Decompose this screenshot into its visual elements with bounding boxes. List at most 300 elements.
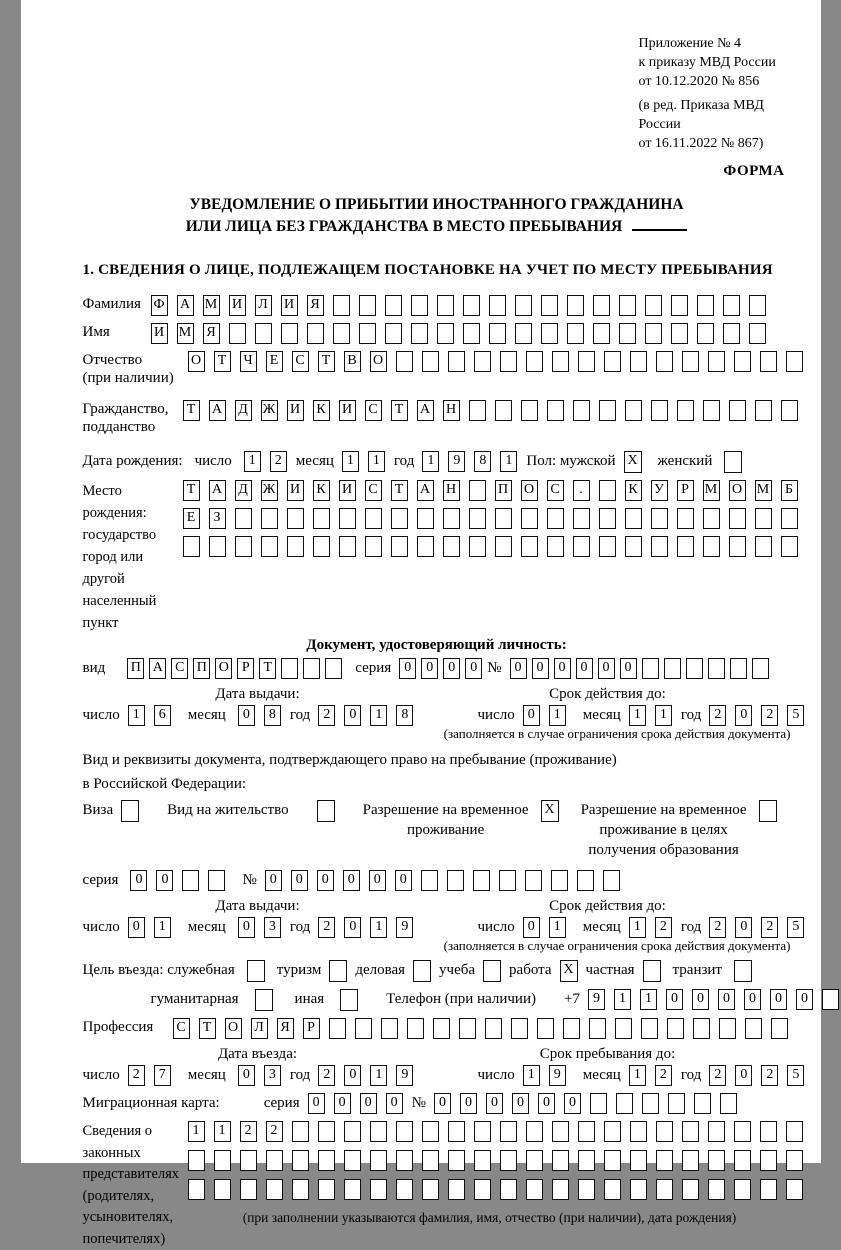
birthplace-row3[interactable] bbox=[183, 536, 807, 557]
form-cell[interactable] bbox=[578, 1121, 595, 1142]
form-cell[interactable] bbox=[563, 1018, 580, 1039]
form-cell[interactable]: 0 bbox=[238, 705, 255, 726]
form-cell[interactable]: Ж bbox=[261, 400, 278, 421]
form-cell[interactable] bbox=[521, 508, 538, 529]
form-cell[interactable] bbox=[281, 323, 298, 344]
form-cell[interactable]: 2 bbox=[240, 1121, 257, 1142]
form-cell[interactable]: 1 bbox=[244, 451, 261, 472]
form-cell[interactable] bbox=[500, 1121, 517, 1142]
form-cell[interactable]: 0 bbox=[344, 705, 361, 726]
form-cell[interactable] bbox=[723, 295, 740, 316]
form-cell[interactable]: Ч bbox=[240, 351, 257, 372]
form-cell[interactable]: 8 bbox=[474, 451, 491, 472]
form-cell[interactable] bbox=[642, 658, 659, 679]
form-cell[interactable] bbox=[677, 400, 694, 421]
form-cell[interactable]: 0 bbox=[523, 705, 540, 726]
form-cell[interactable]: З bbox=[209, 508, 226, 529]
form-cell[interactable] bbox=[474, 351, 491, 372]
form-cell[interactable] bbox=[339, 508, 356, 529]
iddoc-issue-month[interactable] bbox=[238, 705, 290, 726]
form-cell[interactable] bbox=[396, 351, 413, 372]
form-cell[interactable]: М bbox=[755, 480, 772, 501]
form-cell[interactable] bbox=[541, 323, 558, 344]
form-cell[interactable] bbox=[365, 508, 382, 529]
form-cell[interactable] bbox=[344, 1150, 361, 1171]
form-cell[interactable]: 0 bbox=[744, 989, 761, 1010]
representatives-row2[interactable] bbox=[188, 1150, 812, 1171]
form-cell[interactable] bbox=[599, 400, 616, 421]
form-cell[interactable] bbox=[511, 1018, 528, 1039]
form-cell[interactable] bbox=[344, 1179, 361, 1200]
form-cell[interactable]: А bbox=[177, 295, 194, 316]
form-cell[interactable]: М bbox=[177, 323, 194, 344]
form-cell[interactable] bbox=[651, 536, 668, 557]
form-cell[interactable]: 0 bbox=[128, 917, 145, 938]
form-cell[interactable] bbox=[547, 508, 564, 529]
form-cell[interactable] bbox=[671, 323, 688, 344]
form-cell[interactable]: О bbox=[729, 480, 746, 501]
form-cell[interactable]: А bbox=[149, 658, 166, 679]
form-cell[interactable] bbox=[182, 870, 199, 891]
form-cell[interactable] bbox=[381, 1018, 398, 1039]
patronymic-field[interactable] bbox=[188, 351, 812, 372]
temp-residence-checkbox[interactable] bbox=[541, 800, 559, 822]
form-cell[interactable]: Т bbox=[259, 658, 276, 679]
form-cell[interactable] bbox=[604, 1121, 621, 1142]
birthplace-row2[interactable] bbox=[183, 508, 807, 529]
form-cell[interactable]: 7 bbox=[154, 1065, 171, 1086]
form-cell[interactable]: С bbox=[173, 1018, 190, 1039]
form-cell[interactable] bbox=[619, 323, 636, 344]
form-cell[interactable] bbox=[656, 1150, 673, 1171]
form-cell[interactable] bbox=[677, 508, 694, 529]
form-cell[interactable] bbox=[589, 1018, 606, 1039]
form-cell[interactable]: . bbox=[573, 480, 590, 501]
form-cell[interactable]: 1 bbox=[154, 917, 171, 938]
form-cell[interactable] bbox=[599, 480, 616, 501]
form-cell[interactable] bbox=[325, 658, 342, 679]
form-cell[interactable] bbox=[255, 323, 272, 344]
purpose-transit-checkbox[interactable] bbox=[734, 960, 752, 982]
form-cell[interactable] bbox=[437, 323, 454, 344]
form-cell[interactable] bbox=[708, 1179, 725, 1200]
form-cell[interactable] bbox=[303, 658, 320, 679]
form-cell[interactable] bbox=[708, 1150, 725, 1171]
form-cell[interactable]: 0 bbox=[434, 1093, 451, 1114]
form-cell[interactable] bbox=[385, 295, 402, 316]
form-cell[interactable]: 0 bbox=[238, 1065, 255, 1086]
form-cell[interactable] bbox=[734, 351, 751, 372]
form-cell[interactable]: О bbox=[370, 351, 387, 372]
form-cell[interactable] bbox=[307, 323, 324, 344]
migration-card-number-field[interactable] bbox=[434, 1093, 746, 1114]
form-cell[interactable] bbox=[651, 400, 668, 421]
birth-day-field[interactable] bbox=[244, 451, 296, 472]
form-cell[interactable] bbox=[463, 295, 480, 316]
form-cell[interactable]: 0 bbox=[512, 1093, 529, 1114]
form-cell[interactable]: 1 bbox=[368, 451, 385, 472]
form-cell[interactable] bbox=[656, 351, 673, 372]
form-cell[interactable] bbox=[604, 1179, 621, 1200]
form-cell[interactable] bbox=[422, 1179, 439, 1200]
form-cell[interactable] bbox=[121, 800, 139, 822]
purpose-study-checkbox[interactable] bbox=[483, 960, 501, 982]
form-cell[interactable] bbox=[417, 536, 434, 557]
staydoc-series-field[interactable] bbox=[130, 870, 234, 891]
form-cell[interactable] bbox=[355, 1018, 372, 1039]
form-cell[interactable]: Н bbox=[443, 480, 460, 501]
form-cell[interactable]: X bbox=[541, 800, 559, 822]
visa-checkbox[interactable] bbox=[121, 800, 139, 822]
purpose-business-checkbox[interactable] bbox=[413, 960, 431, 982]
form-cell[interactable] bbox=[370, 1121, 387, 1142]
form-cell[interactable]: Ж bbox=[261, 480, 278, 501]
form-cell[interactable]: 1 bbox=[523, 1065, 540, 1086]
form-cell[interactable] bbox=[708, 351, 725, 372]
form-cell[interactable] bbox=[729, 400, 746, 421]
form-cell[interactable]: 6 bbox=[154, 705, 171, 726]
phone-field[interactable] bbox=[588, 989, 841, 1010]
form-cell[interactable] bbox=[786, 1121, 803, 1142]
form-cell[interactable]: Е bbox=[183, 508, 200, 529]
staydoc-valid-day[interactable] bbox=[523, 917, 575, 938]
form-cell[interactable]: 9 bbox=[549, 1065, 566, 1086]
form-cell[interactable]: Т bbox=[199, 1018, 216, 1039]
form-cell[interactable] bbox=[578, 351, 595, 372]
form-cell[interactable] bbox=[255, 989, 273, 1011]
form-cell[interactable] bbox=[708, 1121, 725, 1142]
form-cell[interactable]: Т bbox=[318, 351, 335, 372]
form-cell[interactable] bbox=[214, 1150, 231, 1171]
form-cell[interactable] bbox=[483, 960, 501, 982]
form-cell[interactable] bbox=[786, 351, 803, 372]
form-cell[interactable]: И bbox=[281, 295, 298, 316]
form-cell[interactable]: 0 bbox=[620, 658, 637, 679]
form-cell[interactable]: Л bbox=[251, 1018, 268, 1039]
form-cell[interactable] bbox=[521, 536, 538, 557]
form-cell[interactable] bbox=[760, 1179, 777, 1200]
form-cell[interactable] bbox=[645, 323, 662, 344]
form-cell[interactable]: 0 bbox=[130, 870, 147, 891]
form-cell[interactable] bbox=[235, 508, 252, 529]
form-cell[interactable]: 0 bbox=[718, 989, 735, 1010]
form-cell[interactable] bbox=[734, 1150, 751, 1171]
form-cell[interactable]: 0 bbox=[510, 658, 527, 679]
stay-until-day-field[interactable] bbox=[523, 1065, 575, 1086]
form-cell[interactable]: 1 bbox=[370, 705, 387, 726]
form-cell[interactable] bbox=[693, 1018, 710, 1039]
form-cell[interactable]: 1 bbox=[614, 989, 631, 1010]
form-cell[interactable]: 0 bbox=[238, 917, 255, 938]
form-cell[interactable]: И bbox=[287, 400, 304, 421]
form-cell[interactable] bbox=[703, 536, 720, 557]
form-cell[interactable] bbox=[642, 1093, 659, 1114]
form-cell[interactable] bbox=[247, 960, 265, 982]
form-cell[interactable] bbox=[495, 536, 512, 557]
form-cell[interactable] bbox=[822, 989, 839, 1010]
form-cell[interactable] bbox=[708, 658, 725, 679]
form-cell[interactable] bbox=[719, 1018, 736, 1039]
form-cell[interactable]: 0 bbox=[399, 658, 416, 679]
iddoc-valid-year[interactable] bbox=[709, 705, 813, 726]
form-cell[interactable] bbox=[656, 1179, 673, 1200]
citizenship-field[interactable] bbox=[183, 400, 807, 421]
form-cell[interactable] bbox=[668, 1093, 685, 1114]
form-cell[interactable] bbox=[485, 1018, 502, 1039]
form-cell[interactable]: 0 bbox=[523, 917, 540, 938]
form-cell[interactable] bbox=[391, 536, 408, 557]
staydoc-issue-day[interactable] bbox=[128, 917, 180, 938]
form-cell[interactable]: 0 bbox=[386, 1093, 403, 1114]
staydoc-issue-year[interactable] bbox=[318, 917, 422, 938]
form-cell[interactable] bbox=[370, 1150, 387, 1171]
form-cell[interactable]: 9 bbox=[448, 451, 465, 472]
form-cell[interactable] bbox=[474, 1121, 491, 1142]
form-cell[interactable]: Ф bbox=[151, 295, 168, 316]
form-cell[interactable] bbox=[473, 870, 490, 891]
form-cell[interactable] bbox=[603, 870, 620, 891]
form-cell[interactable] bbox=[552, 1179, 569, 1200]
form-cell[interactable]: А bbox=[417, 400, 434, 421]
birth-month-field[interactable] bbox=[342, 451, 394, 472]
form-cell[interactable]: 3 bbox=[264, 1065, 281, 1086]
form-cell[interactable] bbox=[625, 536, 642, 557]
form-cell[interactable]: М bbox=[203, 295, 220, 316]
form-cell[interactable] bbox=[526, 1179, 543, 1200]
sex-male-checkbox[interactable] bbox=[624, 451, 642, 473]
form-cell[interactable]: С bbox=[171, 658, 188, 679]
form-cell[interactable] bbox=[786, 1150, 803, 1171]
form-cell[interactable]: Я bbox=[307, 295, 324, 316]
form-cell[interactable]: 8 bbox=[396, 705, 413, 726]
form-cell[interactable] bbox=[781, 508, 798, 529]
form-cell[interactable]: П bbox=[127, 658, 144, 679]
form-cell[interactable]: 1 bbox=[370, 1065, 387, 1086]
form-cell[interactable] bbox=[339, 536, 356, 557]
form-cell[interactable] bbox=[391, 508, 408, 529]
form-cell[interactable] bbox=[552, 1121, 569, 1142]
form-cell[interactable]: И bbox=[287, 480, 304, 501]
form-cell[interactable]: Б bbox=[781, 480, 798, 501]
form-cell[interactable] bbox=[526, 1121, 543, 1142]
form-cell[interactable] bbox=[417, 508, 434, 529]
form-cell[interactable]: 0 bbox=[796, 989, 813, 1010]
form-cell[interactable]: 2 bbox=[318, 917, 335, 938]
form-cell[interactable]: 2 bbox=[655, 917, 672, 938]
form-cell[interactable] bbox=[359, 295, 376, 316]
form-cell[interactable]: О bbox=[225, 1018, 242, 1039]
form-cell[interactable]: 2 bbox=[655, 1065, 672, 1086]
form-cell[interactable]: 5 bbox=[787, 1065, 804, 1086]
form-cell[interactable] bbox=[781, 400, 798, 421]
form-cell[interactable] bbox=[500, 1150, 517, 1171]
form-cell[interactable]: 2 bbox=[761, 705, 778, 726]
form-cell[interactable]: 2 bbox=[709, 917, 726, 938]
form-cell[interactable] bbox=[344, 1121, 361, 1142]
form-cell[interactable] bbox=[630, 1179, 647, 1200]
form-cell[interactable] bbox=[786, 1179, 803, 1200]
form-cell[interactable]: С bbox=[547, 480, 564, 501]
form-cell[interactable] bbox=[703, 508, 720, 529]
form-cell[interactable] bbox=[413, 960, 431, 982]
form-cell[interactable] bbox=[781, 536, 798, 557]
form-cell[interactable]: 2 bbox=[128, 1065, 145, 1086]
form-cell[interactable] bbox=[593, 323, 610, 344]
form-cell[interactable] bbox=[667, 1018, 684, 1039]
iddoc-series-field[interactable] bbox=[399, 658, 487, 679]
form-cell[interactable] bbox=[474, 1150, 491, 1171]
form-cell[interactable] bbox=[552, 351, 569, 372]
iddoc-valid-month[interactable] bbox=[629, 705, 681, 726]
form-cell[interactable]: 0 bbox=[538, 1093, 555, 1114]
form-cell[interactable]: 0 bbox=[308, 1093, 325, 1114]
form-cell[interactable]: К bbox=[625, 480, 642, 501]
form-cell[interactable] bbox=[261, 536, 278, 557]
form-cell[interactable]: 1 bbox=[629, 705, 646, 726]
form-cell[interactable] bbox=[287, 536, 304, 557]
purpose-tourism-checkbox[interactable] bbox=[329, 960, 347, 982]
form-cell[interactable] bbox=[573, 400, 590, 421]
form-cell[interactable]: 0 bbox=[344, 1065, 361, 1086]
form-cell[interactable] bbox=[643, 960, 661, 982]
form-cell[interactable]: 0 bbox=[421, 658, 438, 679]
form-cell[interactable] bbox=[469, 536, 486, 557]
form-cell[interactable] bbox=[552, 1150, 569, 1171]
form-cell[interactable] bbox=[448, 1150, 465, 1171]
purpose-official-checkbox[interactable] bbox=[247, 960, 265, 982]
form-cell[interactable] bbox=[720, 1093, 737, 1114]
profession-field[interactable] bbox=[173, 1018, 797, 1039]
form-cell[interactable]: П bbox=[193, 658, 210, 679]
form-cell[interactable]: 0 bbox=[334, 1093, 351, 1114]
form-cell[interactable] bbox=[616, 1093, 633, 1114]
temp-residence-edu-checkbox[interactable] bbox=[759, 800, 777, 822]
form-cell[interactable] bbox=[677, 536, 694, 557]
form-cell[interactable]: X bbox=[624, 451, 642, 473]
form-cell[interactable]: 1 bbox=[655, 705, 672, 726]
form-cell[interactable]: 2 bbox=[761, 1065, 778, 1086]
form-cell[interactable] bbox=[641, 1018, 658, 1039]
form-cell[interactable] bbox=[604, 1150, 621, 1171]
form-cell[interactable]: 2 bbox=[266, 1121, 283, 1142]
form-cell[interactable] bbox=[266, 1179, 283, 1200]
form-cell[interactable]: К bbox=[313, 400, 330, 421]
representatives-row3[interactable] bbox=[188, 1179, 812, 1200]
form-cell[interactable] bbox=[469, 480, 486, 501]
form-cell[interactable] bbox=[755, 508, 772, 529]
sex-female-checkbox[interactable] bbox=[724, 451, 742, 473]
form-cell[interactable] bbox=[573, 508, 590, 529]
form-cell[interactable] bbox=[396, 1179, 413, 1200]
form-cell[interactable]: 0 bbox=[486, 1093, 503, 1114]
form-cell[interactable] bbox=[183, 536, 200, 557]
form-cell[interactable] bbox=[755, 400, 772, 421]
form-cell[interactable] bbox=[447, 870, 464, 891]
form-cell[interactable] bbox=[630, 1121, 647, 1142]
form-cell[interactable] bbox=[541, 295, 558, 316]
form-cell[interactable]: 0 bbox=[317, 870, 334, 891]
form-cell[interactable]: С bbox=[365, 480, 382, 501]
form-cell[interactable] bbox=[752, 658, 769, 679]
form-cell[interactable] bbox=[495, 400, 512, 421]
entry-month-field[interactable] bbox=[238, 1065, 290, 1086]
iddoc-valid-day[interactable] bbox=[523, 705, 575, 726]
form-cell[interactable]: 0 bbox=[265, 870, 282, 891]
form-cell[interactable] bbox=[590, 1093, 607, 1114]
form-cell[interactable] bbox=[292, 1121, 309, 1142]
form-cell[interactable]: 2 bbox=[709, 705, 726, 726]
form-cell[interactable] bbox=[188, 1179, 205, 1200]
form-cell[interactable] bbox=[515, 323, 532, 344]
form-cell[interactable] bbox=[651, 508, 668, 529]
form-cell[interactable] bbox=[599, 536, 616, 557]
form-cell[interactable] bbox=[515, 295, 532, 316]
form-cell[interactable] bbox=[547, 400, 564, 421]
form-cell[interactable] bbox=[625, 508, 642, 529]
form-cell[interactable] bbox=[433, 1018, 450, 1039]
form-cell[interactable] bbox=[724, 451, 742, 473]
form-cell[interactable]: 1 bbox=[629, 917, 646, 938]
form-cell[interactable] bbox=[318, 1150, 335, 1171]
form-cell[interactable] bbox=[499, 870, 516, 891]
form-cell[interactable]: 1 bbox=[214, 1121, 231, 1142]
form-cell[interactable] bbox=[615, 1018, 632, 1039]
form-cell[interactable] bbox=[333, 323, 350, 344]
form-cell[interactable] bbox=[208, 870, 225, 891]
form-cell[interactable] bbox=[578, 1179, 595, 1200]
form-cell[interactable] bbox=[551, 870, 568, 891]
form-cell[interactable]: 1 bbox=[188, 1121, 205, 1142]
form-cell[interactable] bbox=[407, 1018, 424, 1039]
form-cell[interactable] bbox=[411, 323, 428, 344]
form-cell[interactable] bbox=[645, 295, 662, 316]
stay-until-year-field[interactable] bbox=[709, 1065, 813, 1086]
form-cell[interactable] bbox=[547, 536, 564, 557]
form-cell[interactable]: 0 bbox=[598, 658, 615, 679]
form-cell[interactable]: И bbox=[229, 295, 246, 316]
form-cell[interactable]: И bbox=[339, 400, 356, 421]
form-cell[interactable] bbox=[682, 1179, 699, 1200]
form-cell[interactable] bbox=[734, 960, 752, 982]
form-cell[interactable] bbox=[292, 1179, 309, 1200]
form-cell[interactable]: Р bbox=[677, 480, 694, 501]
form-cell[interactable]: Л bbox=[255, 295, 272, 316]
form-cell[interactable] bbox=[209, 536, 226, 557]
form-cell[interactable]: 2 bbox=[709, 1065, 726, 1086]
form-cell[interactable] bbox=[313, 536, 330, 557]
form-cell[interactable] bbox=[292, 1150, 309, 1171]
stay-until-month-field[interactable] bbox=[629, 1065, 681, 1086]
form-cell[interactable]: 1 bbox=[128, 705, 145, 726]
form-cell[interactable] bbox=[421, 870, 438, 891]
form-cell[interactable]: 0 bbox=[395, 870, 412, 891]
form-cell[interactable] bbox=[443, 508, 460, 529]
form-cell[interactable]: Д bbox=[235, 480, 252, 501]
form-cell[interactable]: У bbox=[651, 480, 668, 501]
form-cell[interactable]: В bbox=[344, 351, 361, 372]
form-cell[interactable]: О bbox=[188, 351, 205, 372]
form-cell[interactable]: Т bbox=[214, 351, 231, 372]
form-cell[interactable] bbox=[734, 1121, 751, 1142]
form-cell[interactable]: 2 bbox=[318, 705, 335, 726]
form-cell[interactable]: Я bbox=[277, 1018, 294, 1039]
staydoc-valid-month[interactable] bbox=[629, 917, 681, 938]
form-cell[interactable]: М bbox=[703, 480, 720, 501]
form-cell[interactable] bbox=[593, 295, 610, 316]
form-cell[interactable]: К bbox=[313, 480, 330, 501]
form-cell[interactable] bbox=[500, 351, 517, 372]
form-cell[interactable] bbox=[448, 1179, 465, 1200]
